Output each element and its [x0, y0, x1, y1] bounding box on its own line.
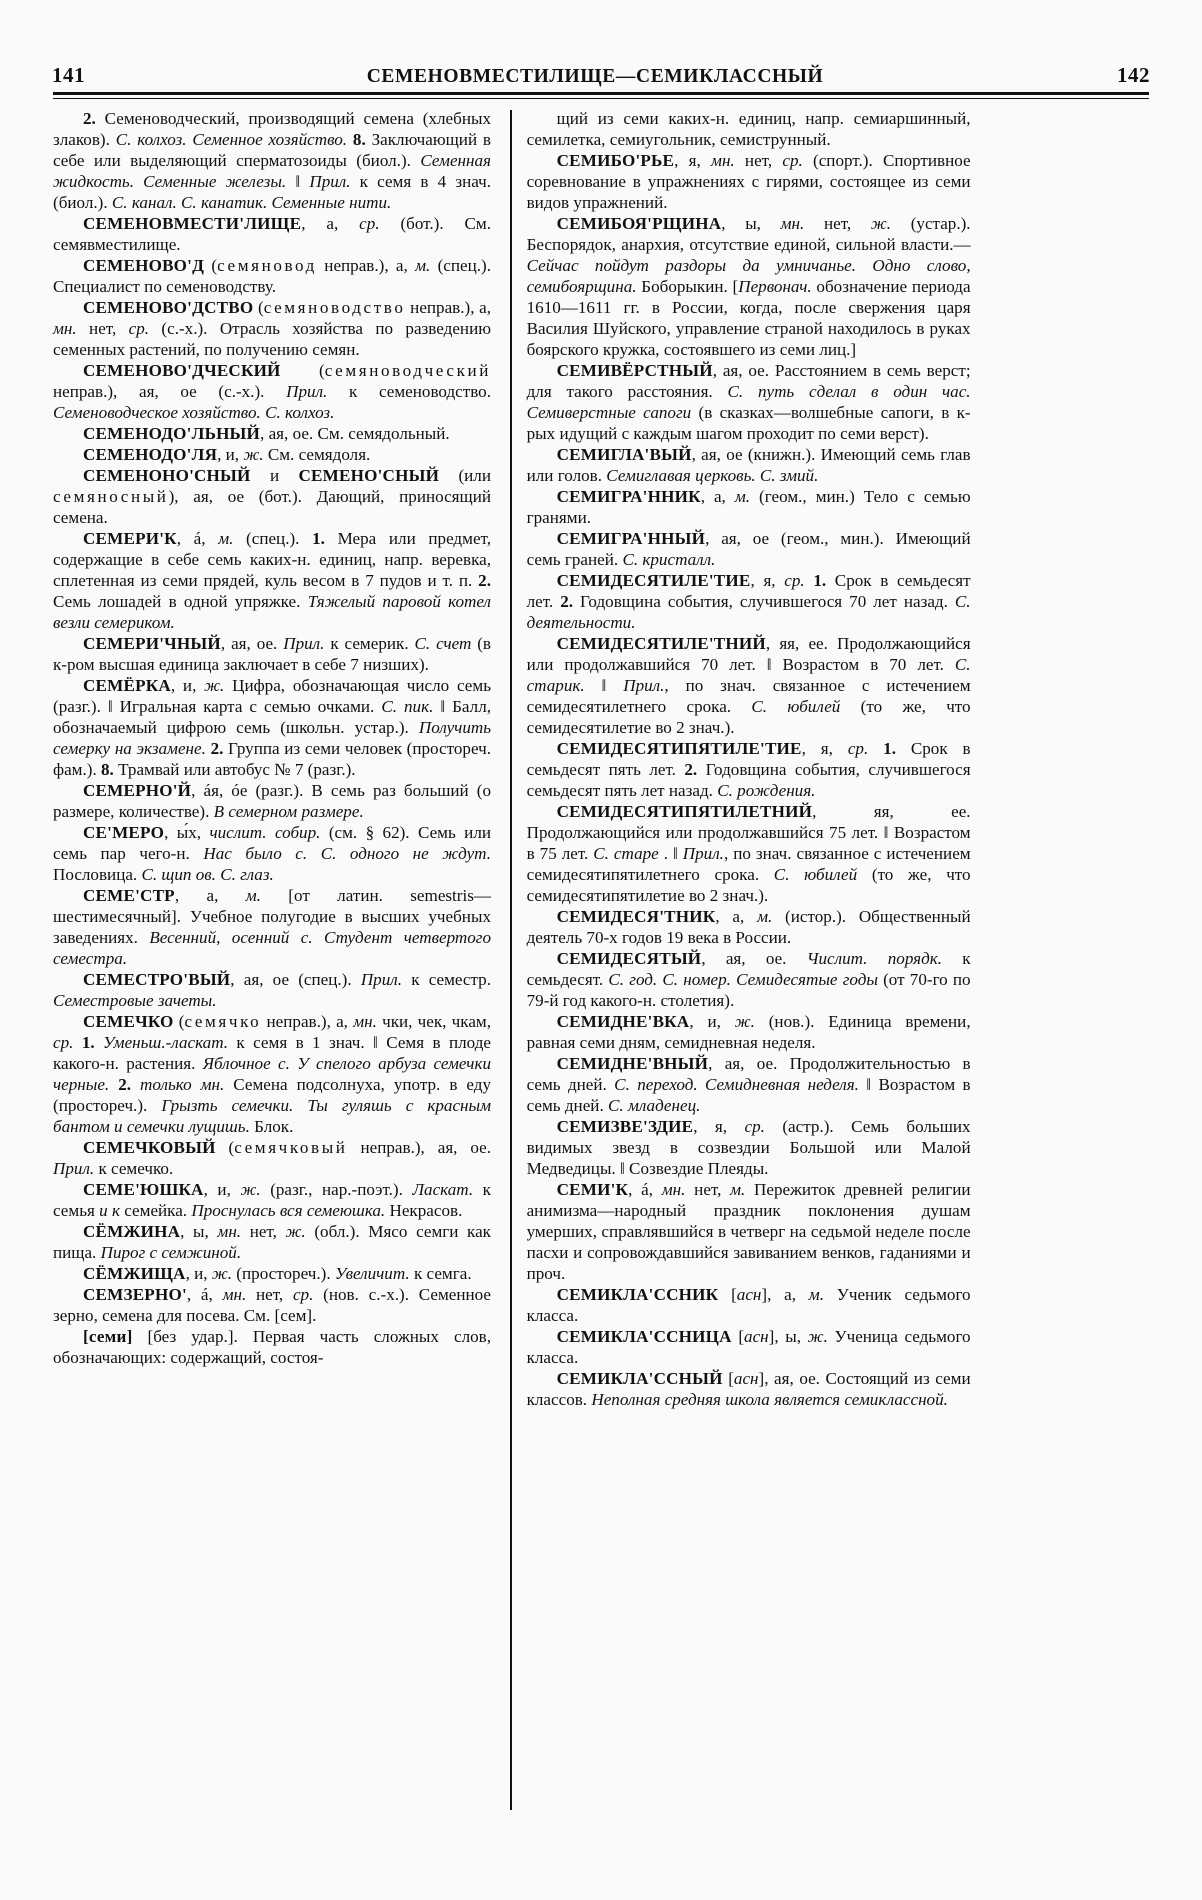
dictionary-entry: СЕМИ'К, á, мн. нет, м. Пережиток древней религии анимизма—народный праздник поклонения душам умерших, справлявшийся в четверг на седьмой неделе после пасхи и сопровождавшийся завиванием венков, гаданиями и проч. [526, 1180, 971, 1283]
dictionary-entry: СЕМИДЕСЯ'ТНИК, а, м. (истор.). Общественный деятель 70-х годов 19 века в России. [526, 907, 971, 947]
dictionary-entry: СЕМЕ'ЮШКА, и, ж. (разг., нар.-поэт.). Ласкат. к семья и к семейка. Проснулась вся семеюшка. Некрасов. [53, 1180, 491, 1220]
dictionary-entry: СЕМИГЛА'ВЫЙ, ая, ое (книжн.). Имеющий семь глав или голов. Семиглавая церковь. С. змий. [526, 445, 971, 485]
column-divider [510, 110, 512, 1810]
dictionary-entry: СЕМЕНОДО'ЛЬНЫЙ, ая, ое. См. семядольный. [83, 424, 450, 443]
dictionary-entry: СЕМИДЕСЯТЫЙ, ая, ое. Числит. порядк. к семьдесят. С. год. С. номер. Семидесятые годы (от 70-го по 79-й год какого-н. столетия). [526, 949, 971, 1010]
dictionary-entry: СЕМЕРИ'ЧНЫЙ, ая, ое. Прил. к семерик. С. счет (в к-ром высшая единица заключает в себе 7 низших). [53, 634, 492, 674]
running-head-bar [52, 56, 1150, 86]
dictionary-entry: СЕМИБОЯ'РЩИНА, ы, мн. нет, ж. (устар.). Беспорядок, анархия, отсутствие единой, сильной власти.—Сейчас пойдут раздоры да умничанье. Одно слово, семибоярщина. Боборыкин. [Первонач. обозначение периода 1610—1611 гг. в России, когда, после свержения царя Василия Шуйского, управление страной находилось в руках боярского кружка, состоявшего из семи лиц.] [526, 214, 971, 359]
dictionary-entry: СЕМИКЛА'ССНЫЙ [асн], ая, ое. Состоящий из семи классов. Неполная средняя школа является семиклассной. [526, 1369, 971, 1409]
dictionary-entry: СЕМЕНОНО'СНЫЙ и СЕМЕНО'СНЫЙ (или семяносный), ая, ое (бот.). Дающий, приносящий семена. [53, 466, 491, 527]
dictionary-entry: СЕМИВЁРСТНЫЙ, ая, ое. Расстоянием в семь верст; для такого расстояния. С. путь сделал в один час. Семиверстные сапоги (в сказках—волшебные сапоги, в к-рых идущий с каждым шагом проходит по семи верст). [526, 361, 971, 443]
running-head-title: СЕМЕНОВМЕСТИЛИЩЕ—СЕМИКЛАССНЫЙ [366, 65, 824, 87]
dictionary-entry: СЕМЕНОВМЕСТИ'ЛИЩЕ, а, ср. (бот.). См. семявместилище. [53, 214, 491, 254]
dictionary-entry: СЁМЖИНА, ы, мн. нет, ж. (обл.). Мясо семги как пища. Пирог с семжиной. [53, 1222, 491, 1262]
dictionary-entry: СЕМЕСТРО'ВЫЙ, ая, ое (спец.). Прил. к семестр. Семестровые зачеты. [53, 970, 491, 1010]
dictionary-entry: СЕМИДНЕ'ВКА, и, ж. (нов.). Единица времени, равная семи дням, семидневная неделя. [526, 1012, 971, 1052]
dictionary-entry: СЕМИГРА'ННИК, а, м. (геом., мин.) Тело с семью гранями. [526, 487, 971, 527]
dictionary-entry: 2. Семеноводческий, производящий семена (хлебных злаков). С. колхоз. Семенное хозяйство. 8. Заключающий в себе или выделяющий сперматозоиды (биол.). Семенная жидкость. Семенные железы. ‖ Прил. к семя в 4 знач. (биол.). С. канал. С. канатик. Семенные нити. [53, 109, 491, 212]
page-number-right: 142 [1117, 63, 1150, 87]
dictionary-entry: СЕМИДЕСЯТИЛЕ'ТИЕ, я, ср. 1. Срок в семьдесят лет. 2. Годовщина события, случившегося 70 лет назад. С. деятельности. [526, 571, 971, 632]
dictionary-entry: СЕМИДЕСЯТИПЯТИЛЕТНИЙ, яя, ее. Продолжающийся или продолжавшийся 75 лет. ‖ Возрастом в 75 лет. С. старе . ‖ Прил., по знач. связанное с истечением семидесятипятилетнего срока. С. юбилей (то же, что семидесятипятилетие во 2 знач.). [526, 802, 971, 905]
dictionary-entry: СЕМИГРА'ННЫЙ, ая, ое (геом., мин.). Имеющий семь граней. С. кристалл. [526, 529, 971, 569]
dictionary-entry: СЕМЕ'СТР, а, м. [от латин. semestris—шестимесячный]. Учебное полугодие в высших учебных заведениях. Весенний, осенний с. Студент четвертого семестра. [53, 886, 491, 968]
rule-thin [53, 98, 1149, 99]
right-column [527, 108, 971, 1860]
dictionary-entry: СЕМИДЕСЯТИПЯТИЛЕ'ТИЕ, я, ср. 1. Срок в семьдесят пять лет. 2. Годовщина события, случившегося семьдесят пять лет назад. С. рождения. [526, 739, 971, 800]
dictionary-entry: СЕМЕЧКОВЫЙ (семячковый неправ.), ая, ое. Прил. к семечко. [53, 1138, 491, 1178]
dictionary-entry: щий из семи каких-н. единиц, напр. семиаршинный, семилетка, семиугольник, семиструнный. [526, 109, 971, 149]
dictionary-entry: СЕМЕЧКО (семячко неправ.), а, мн. чки, чек, чкам, ср. 1. Уменьш.-ласкат. к семя в 1 знач. ‖ Семя в плоде какого-н. растения. Яблочное с. У спелого арбуза семечки черные. 2. только мн. Семена подсолнуха, употр. в еду (простореч.). Грызть семечки. Ты гуляшь с красным бантом и семечки лущишь. Блок. [53, 1012, 492, 1136]
two-column-body [53, 108, 1149, 1860]
dictionary-entry: СЕМЕНОВО'Д (семяновод неправ.), а, м. (спец.). Специалист по семеноводству. [53, 256, 492, 296]
dictionary-entry: СЕМЕРНО'Й, áя, óе (разг.). В семь раз больший (о размере, количестве). В семерном размере. [53, 781, 491, 821]
dictionary-entry: СЕМИЗВЕ'ЗДИЕ, я, ср. (астр.). Семь больших видимых звезд в созвездии Большой или Малой Медведицы. ‖ Созвездие Плеяды. [526, 1117, 971, 1178]
dictionary-entry: СЕМЕНОВО'ДСТВО (семяноводство неправ.), а, мн. нет, ср. (с.-х.). Отрасль хозяйства по разведению семенных растений, по получению семян. [53, 298, 492, 359]
dictionary-entry: СЕМИДЕСЯТИЛЕ'ТНИЙ, яя, ее. Продолжающийся или продолжавшийся 70 лет. ‖ Возрастом в 70 лет. С. старик. ‖ Прил., по знач. связанное с истечением семидесятилетнего срока. С. юбилей (то же, что семидесятилетие во 2 знач.). [526, 634, 971, 737]
dictionary-entry: СЕ'МЕРО, ы́х, числит. собир. (см. § 62). Семь или семь пар чего-н. Нас было с. С. одного не ждут. Пословица. С. щип ов. С. глаз. [53, 823, 491, 884]
left-column [53, 108, 510, 1860]
dictionary-entry: СЕМИКЛА'ССНИК [асн], а, м. Ученик седьмого класса. [526, 1285, 971, 1325]
dictionary-entry: СЕМЕРИ'К, á, м. (спец.). 1. Мера или предмет, содержащие в себе семь каких-н. единиц, напр. веревка, сплетенная из семи прядей, куль весом в 7 пудов и т. п. 2. Семь лошадей в одной упряжке. Тяжелый паровой котел везли семериком. [53, 529, 491, 632]
dictionary-entry: [семи] [без удар.]. Первая часть сложных слов, обозначающих: содержащий, состоя- [53, 1327, 491, 1367]
dictionary-entry: СЕМЕНОВО'ДЧЕСКИЙ (семяноводческий неправ.), ая, ое (с.-х.). Прил. к семеноводство. Семеноводческое хозяйство. С. колхоз. [53, 361, 491, 422]
rule-thick [53, 92, 1149, 95]
dictionary-entry: СЕМЕНОДО'ЛЯ, и, ж. См. семядоля. [83, 445, 371, 464]
dictionary-entry: СЕМИДНЕ'ВНЫЙ, ая, ое. Продолжительностью в семь дней. С. переход. Семидневная неделя. ‖ Возрастом в семь дней. С. младенец. [526, 1054, 971, 1115]
dictionary-entry: СЁМЖИЩА, и, ж. (простореч.). Увеличит. к семга. [83, 1264, 472, 1283]
page-number-left: 141 [52, 63, 85, 87]
dictionary-entry: СЕМИБО'РЬЕ, я, мн. нет, ср. (спорт.). Спортивное соревнование в упражнениях с гирями, состоящее из семи видов упражнений. [526, 151, 971, 212]
dictionary-entry: СЕМЗЕРНО', á, мн. нет, ср. (нов. с.-х.). Семенное зерно, семена для посева. См. [сем]. [53, 1285, 491, 1325]
dictionary-entry: СЕМЁРКА, и, ж. Цифра, обозначающая число семь (разг.). ‖ Игральная карта с семью очками. С. пик. ‖ Балл, обозначаемый цифрою семь (школьн. устар.). Получить семерку на экзамене. 2. Группа из семи человек (простореч. фам.). 8. Трамвай или автобус № 7 (разг.). [53, 676, 492, 779]
dictionary-entry: СЕМИКЛА'ССНИЦА [асн], ы, ж. Ученица седьмого класса. [526, 1327, 971, 1367]
header-rules [53, 92, 1149, 99]
